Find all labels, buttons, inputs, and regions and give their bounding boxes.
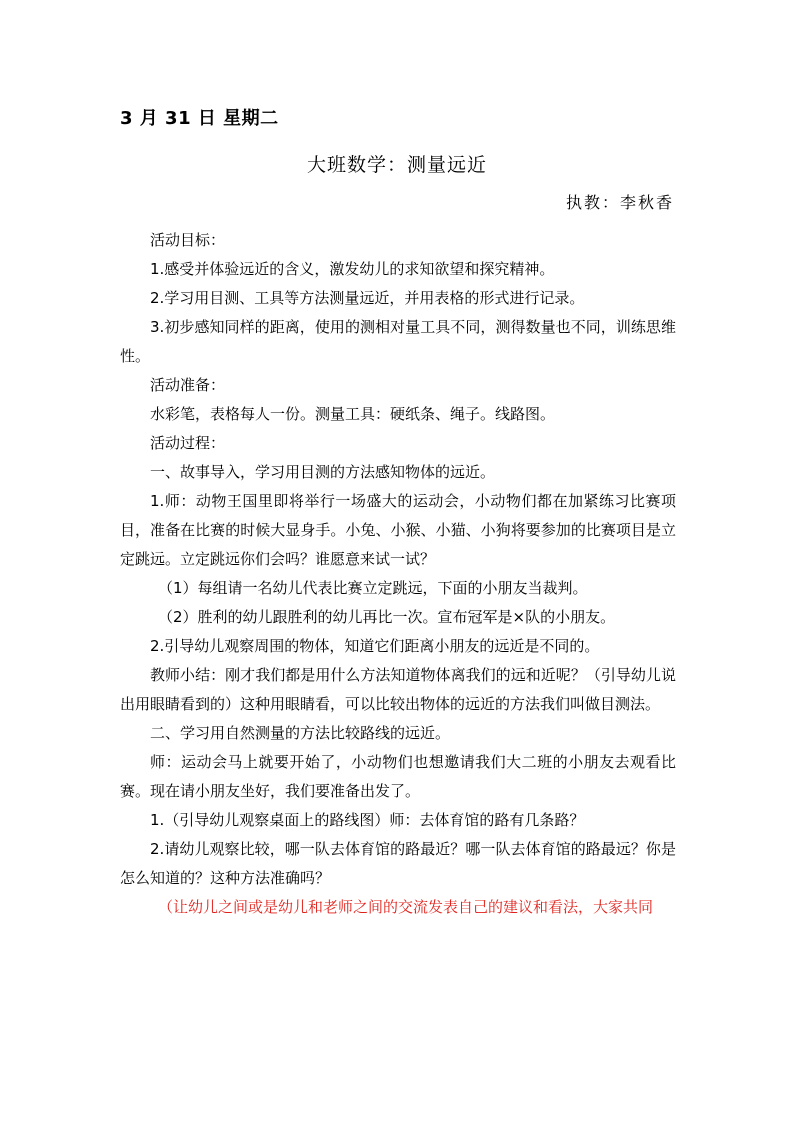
process-paragraph: 2.请幼儿观察比较，哪一队去体育馆的路最近？哪一队去体育馆的路最远？你是怎么知道的？这种方法准确吗？: [120, 840, 676, 887]
section-heading-preparation: 活动准备：: [150, 376, 226, 394]
goal-item: 2.学习用目测、工具等方法测量远近，并用表格的形式进行记录。: [150, 289, 585, 307]
goal-item: 3.初步感知同样的距离，使用的测相对量工具不同，测得数量也不同，训练思维性。: [120, 318, 676, 365]
highlighted-note: （让幼儿之间或是幼儿和老师之间的交流发表自己的建议和看法，大家共同: [158, 898, 654, 916]
process-paragraph: 师：运动会马上就要开始了，小动物们也想邀请我们大二班的小朋友去观看比赛。现在请小朋友坐好，我们要准备出发了。: [120, 753, 676, 800]
process-sub-item: （2）胜利的幼儿跟胜利的幼儿再比一次。宣布冠军是×队的小朋友。: [158, 608, 616, 626]
teacher-summary: 教师小结：刚才我们都是用什么方法知道物体离我们的远和近呢？（引导幼儿说出用眼睛看到的）这种用眼睛看，可以比较出物体的远近的方法我们叫做目测法。: [120, 666, 676, 713]
teacher-name: 执教：李秋香: [565, 193, 674, 212]
section-heading-goals: 活动目标：: [150, 231, 226, 249]
preparation-text: 水彩笔，表格每人一份。测量工具：硬纸条、绳子。线路图。: [150, 405, 556, 423]
process-paragraph: 2.引导幼儿观察周围的物体，知道它们距离小朋友的远近是不同的。: [150, 637, 600, 655]
process-paragraph: 1.师：动物王国里即将举行一场盛大的运动会，小动物们都在加紧练习比赛项目，准备在比赛的时候大显身手。小兔、小猴、小猫、小狗将要参加的比赛项目是立定跳远。立定跳远你们会吗？谁愿意来试一试？: [120, 492, 676, 568]
process-step-heading: 一、故事导入，学习用目测的方法感知物体的远近。: [150, 463, 496, 481]
section-heading-process: 活动过程：: [150, 434, 226, 452]
lesson-body: [120, 226, 676, 922]
lesson-title: 大班数学：测量远近: [306, 154, 487, 176]
process-paragraph: 1.（引导幼儿观察桌面上的路线图）师：去体育馆的路有几条路？: [150, 811, 585, 829]
process-sub-item: （1）每组请一名幼儿代表比赛立定跳远，下面的小朋友当裁判。: [158, 579, 588, 597]
goal-item: 1.感受并体验远近的含义，激发幼儿的求知欲望和探究精神。: [150, 260, 555, 278]
lesson-date: 3 月 31 日 星期二: [120, 108, 279, 129]
process-step-heading: 二、学习用自然测量的方法比较路线的远近。: [150, 724, 451, 742]
